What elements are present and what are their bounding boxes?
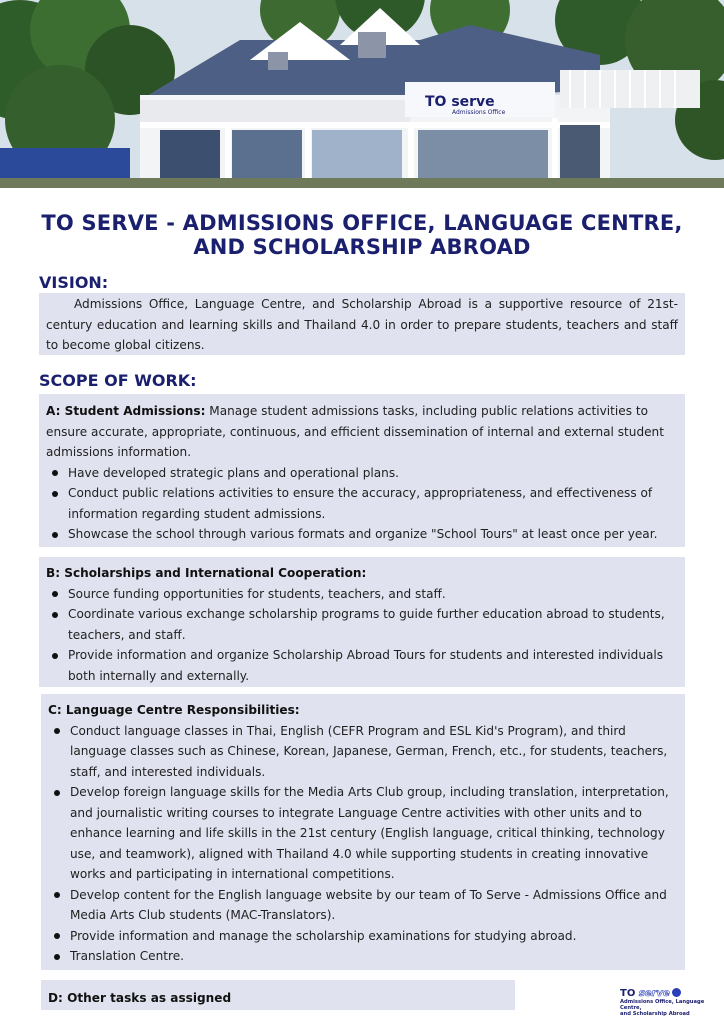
- list-item: Conduct language classes in Thai, English (CEFR Program and ESL Kid's Program), and third language classes such as Chinese, Korean, Japanese, German, French, etc., for students, teachers, staff, and interested individuals.: [48, 721, 679, 783]
- logo-serve-text: serve: [638, 988, 670, 999]
- list-item: Develop foreign language skills for the Media Arts Club group, including translation, interpretation, and journalistic writing courses to integrate Language Centre activities with other units and to enhance learning and life skills in the 21st century (English language, critical thinking, technology use, and teamwork), aligned with Thailand 4.0 while supporting students in creating innovative works and participating in international competitions.: [48, 782, 679, 885]
- list-item: Provide information and organize Scholarship Abroad Tours for students and interested individuals both internally and externally.: [46, 645, 679, 686]
- logo-wordmark: [620, 988, 716, 999]
- list-item: Showcase the school through various formats and organize "School Tours" at least once per year.: [46, 524, 679, 545]
- logo-tagline-line-2: and Scholarship Abroad: [620, 1011, 690, 1017]
- page-title-line-2: AND SCHOLARSHIP ABROAD: [193, 235, 531, 259]
- language-centre-panel: [41, 694, 685, 970]
- other-tasks-panel: [41, 980, 515, 1010]
- list-item: Source funding opportunities for students, teachers, and staff.: [46, 584, 679, 605]
- page-title: [0, 211, 724, 259]
- logo-tagline-line-1: Admissions Office, Language Centre,: [620, 999, 705, 1011]
- list-item: Provide information and manage the scholarship examinations for studying abroad.: [48, 926, 679, 947]
- list-item: Develop content for the English language website by our team of To Serve - Admissions Office and Media Arts Club students (MAC-Translators).: [48, 885, 679, 926]
- list-item: Have developed strategic plans and operational plans.: [46, 463, 679, 484]
- list-item: Coordinate various exchange scholarship programs to guide further education abroad to students, teachers, and staff.: [46, 604, 679, 645]
- vision-text: Admissions Office, Language Centre, and Scholarship Abroad is a supportive resource of 21st-century education and learning skills and Thailand 4.0 in order to prepare students, teachers and staff to become global citizens.: [46, 297, 678, 352]
- page-title-line-1: TO SERVE - ADMISSIONS OFFICE, LANGUAGE CENTRE,: [41, 211, 683, 235]
- list-item: Conduct public relations activities to ensure the accuracy, appropriateness, and effectiveness of information regarding student admissions.: [46, 483, 679, 524]
- building-illustration: [0, 0, 724, 188]
- sign-subtitle-text: Admissions Office: [452, 109, 506, 116]
- language-centre-label: C: Language Centre Responsibilities:: [48, 703, 300, 717]
- list-item: Translation Centre.: [48, 946, 679, 967]
- scholarships-label: B: Scholarships and International Cooperation:: [46, 566, 367, 580]
- scholarships-list: [46, 584, 679, 687]
- logo-circle-icon: [672, 988, 681, 997]
- sign-brand-text: TO serve: [425, 94, 495, 110]
- student-admissions-intro-text: Manage student admissions tasks, including public relations activities to ensure accurate, appropriate, continuous, and efficient dissemination of internal and external student admissions information.: [46, 404, 664, 459]
- scholarships-panel: [39, 557, 685, 687]
- scope-heading: SCOPE OF WORK:: [39, 371, 197, 390]
- student-admissions-label: A: Student Admissions:: [46, 404, 206, 418]
- logo-to-text: TO: [620, 988, 636, 999]
- student-admissions-list: [46, 463, 679, 545]
- student-admissions-panel: [39, 394, 685, 547]
- other-tasks-label: D: Other tasks as assigned: [48, 991, 232, 1005]
- to-serve-logo: [620, 988, 716, 1016]
- vision-panel: [39, 293, 685, 355]
- student-admissions-intro: [46, 401, 679, 463]
- vision-heading: VISION:: [39, 273, 109, 292]
- building-photo: [0, 0, 724, 188]
- language-centre-list: [48, 721, 679, 967]
